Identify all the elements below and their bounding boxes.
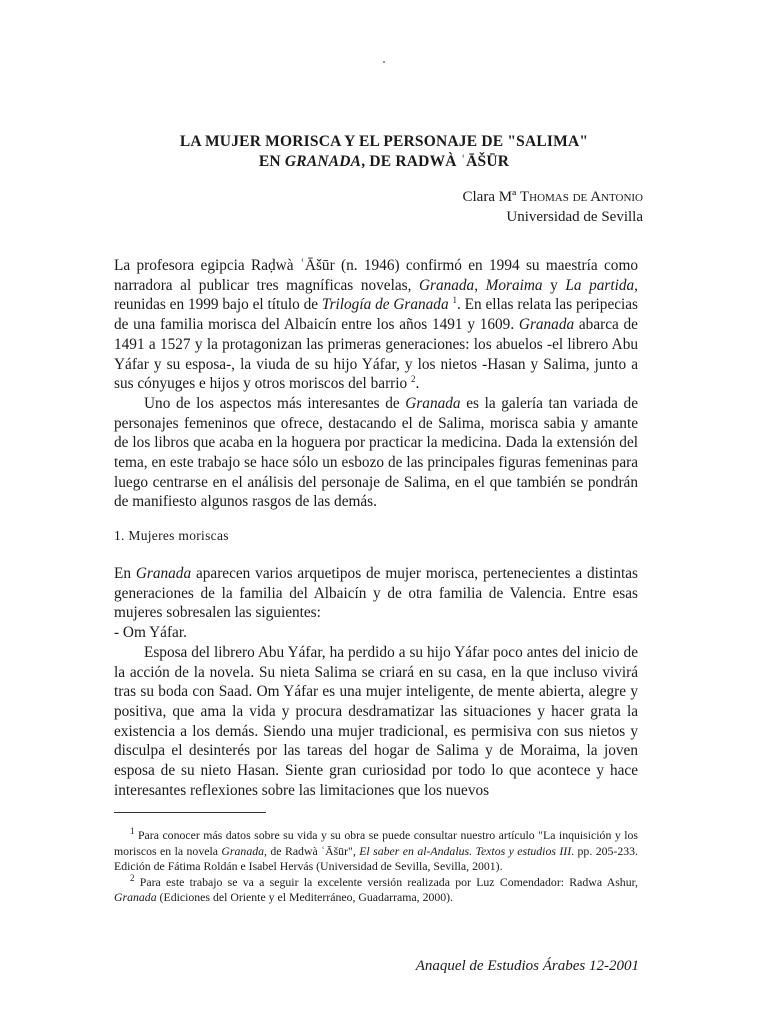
italic-title: Granada [518,316,575,334]
title-novel-name: GRANADA [284,153,362,170]
section-heading: 1. Mujeres moriscas [114,528,229,543]
italic-title: Granada [135,565,192,582]
author-given-name: Clara Mª [462,189,520,205]
section-paragraph-2: Esposa del librero Abu Yáfar, ha perdido a su hijo Yáfar poco antes del inicio de la acción de la novela. Su nieta Salima se criará en su casa, en la que incluso vivirá tras su boda con Saad. Om Yáfar es una mujer inteligente, de mente abierta, alegre y positiva, que ama la vida y procura desdramatizar las situaciones y hacer grata la existencia a los demás. Siendo una mujer tradicional, es permisiva con sus nietos y disculpa el desinterés por las tareas del hogar de Salima y de Moraima, la joven esposa de su nieto Hasan. Siente gran curiosidad por todo lo que acontece y hace interesantes reflexiones sobre las limitaciones que los nuevos [114,643,638,799]
italic-title: Trilogía de Granada [321,296,449,314]
italic-title: Granada [405,394,461,412]
article-title [60,132,708,172]
footnotes [114,828,638,906]
text-run: Para este trabajo se va a seguir la excelente versión realizada por Luz Comendador: Radwa Ashur, [139,874,639,889]
text-run: es la galería tan variada de personajes femeninos que ofrece, destacando el de Salima, morisca sabia y amante de los libros que acaba en la hoguera por practicar la medicina. Dada la extensión del tema, en este trabajo se hace sólo un esbozo de las principales figuras femeninas para luego centrarse en el análisis del personaje de Salima, en el que también se pondrán de manifiesto algunos rasgos de las demás. [114,394,638,511]
footnote-divider [114,812,266,813]
text-run: La profesora egipcia Raḍwà ʿĀšūr (n. 1946) confirmó en 1994 su maestría como narradora al publicar tres magníficas novelas, [114,257,638,294]
text-run: . pp. 205-233. Edición de Fátima Roldán e Isabel Hervás (Universidad de Sevilla, Sevilla, 2001). [114,843,638,874]
text-run: y [542,276,566,294]
italic-title: Granada [221,843,265,858]
text-run: , de Radwà ʿĀšūr", [264,843,360,858]
author-name [463,187,644,207]
journal-footer: Anaquel de Estudios Árabes 12-2001 [415,958,639,974]
italic-title: Moraima [485,276,543,294]
italic-title: Granada [418,276,475,294]
text-run: . En ellas relata las peripecias de una familia morisca del Albaicín entre los años 1491 y 1609. [114,296,639,334]
title-line-2 [60,152,708,172]
footnote-number: 2 [130,872,135,883]
italic-title: La partida [565,276,635,294]
page-mark [383,61,385,63]
text-run: , reunidas en 1999 bajo el título de [114,276,638,314]
introduction [114,256,638,512]
italic-title: Granada [114,890,157,905]
author-affiliation: Universidad de Sevilla [506,209,643,225]
footnote-ref-1[interactable]: 1 [452,295,457,306]
text-run: (Ediciones del Oriente y el Mediterráneo, Guadarrama, 2000). [156,890,454,905]
title-line-2-prefix: EN [258,153,285,170]
footnote-1 [114,828,638,875]
author-surname: Thomas de Antonio [519,189,643,205]
footnote-2 [114,872,639,906]
title-line-1: LA MUJER MORISCA Y EL PERSONAJE DE "SALIMA" [179,133,589,150]
section-1-body [114,564,638,800]
text-run: abarca de 1491 a 1527 y la protagonizan las primeras generaciones: los abuelos -el librero Abu Yáfar y su esposa-, la viuda de su hijo Yáfar, y los nietos -Hasan y Salima, junto a sus cónyuges e hijos y otros moriscos del barrio [114,316,638,393]
title-line-2-suffix: , DE RADWÀ ʿĀŠŪR [361,153,510,170]
text-run: Para conocer más datos sobre su vida y su obra se puede consultar nuestro artículo "La inquisición y los moriscos en la novela [114,828,638,858]
list-item: - Om Yáfar. [114,624,187,642]
text-run: , [474,276,486,294]
author-block [463,187,644,227]
text-run: En [114,565,136,582]
italic-title: El saber en al-Andalus. Textos y estudios III [359,843,572,858]
text-run: . [415,375,420,393]
text-run: Uno de los aspectos más interesantes de [144,394,406,412]
intro-paragraph-1 [114,256,638,394]
footnote-number: 1 [130,826,135,837]
section-paragraph-1 [114,564,638,623]
text-run: aparecen varios arquetipos de mujer morisca, pertenecientes a distintas generaciones de la familia del Albaicín y de otra familia de Valencia. Entre esas mujeres sobresalen las siguientes: [114,565,638,622]
footnote-ref-2[interactable]: 2 [410,374,416,385]
intro-paragraph-2 [114,394,638,512]
